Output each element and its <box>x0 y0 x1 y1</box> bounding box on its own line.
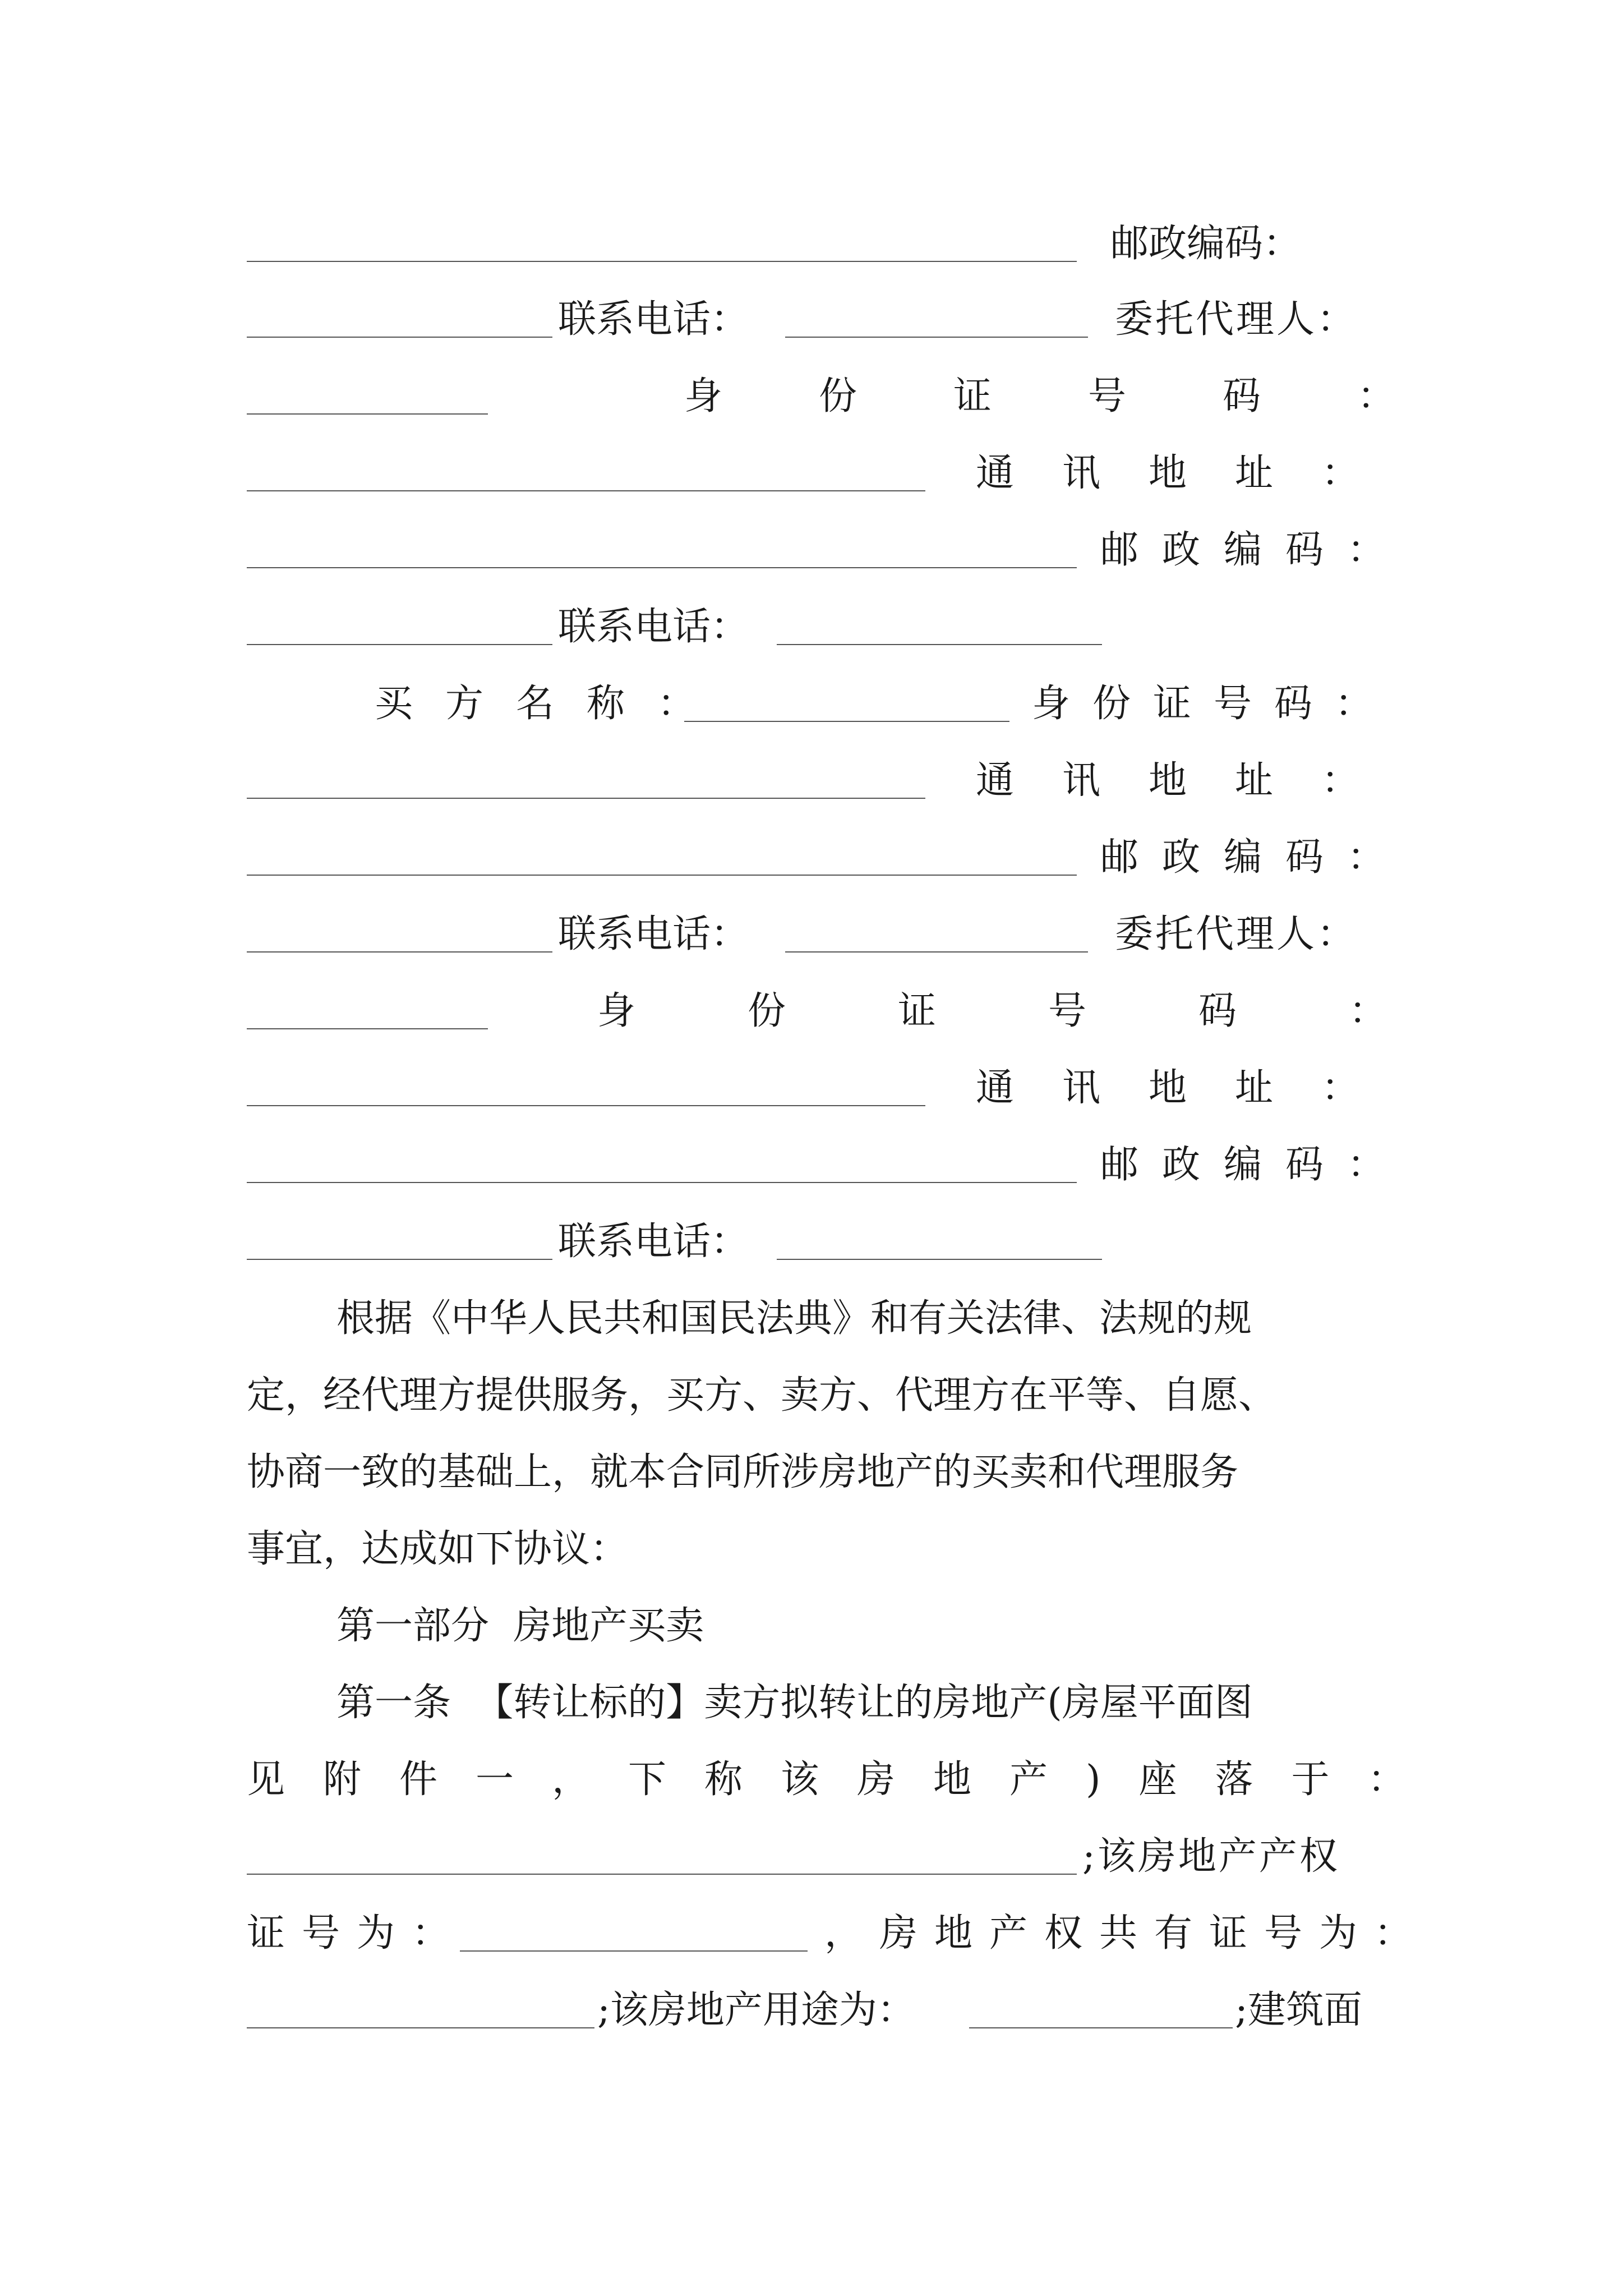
preamble-line-1 <box>247 1280 1382 1358</box>
buyer-name-label: 买方名称： <box>375 682 728 726</box>
blank-field[interactable] <box>247 567 1077 568</box>
article1-line-4 <box>247 1894 1430 1973</box>
preamble-line-4 <box>247 1510 1382 1589</box>
blank-field[interactable] <box>247 951 552 953</box>
buyer-agent-id-line <box>247 972 1500 1051</box>
buyer-address-line <box>247 742 1408 820</box>
seller-agent-id-line <box>247 357 1492 436</box>
blank-field[interactable] <box>247 490 925 491</box>
buyer-agent-label: 委托代理人： <box>1115 912 1358 956</box>
seller-phone-agent-line <box>247 280 1382 359</box>
article1-line-5 <box>247 1971 1382 2050</box>
buyer-agent-phone-label: 联系电话： <box>558 1220 749 1264</box>
buyer-id-label: 身份证号码： <box>1032 682 1396 726</box>
seller-agent-address-line <box>247 434 1408 513</box>
agent-postal-label: 邮政编码： <box>1100 528 1409 572</box>
buyer-agent-address-label: 通讯地址： <box>976 1066 1408 1110</box>
article1-text: 见附件一，下称该房地产)座落于： <box>247 1757 1444 1802</box>
agent-phone-label: 联系电话： <box>558 605 749 649</box>
blank-field[interactable] <box>247 261 1077 262</box>
blank-field[interactable] <box>247 875 1077 876</box>
blank-field[interactable] <box>247 1105 925 1106</box>
preamble-text: 协商一致的基础上，就本合同所涉房地产的买卖和代理服务 <box>247 1450 1239 1494</box>
buyer-phone-agent-line <box>247 895 1382 974</box>
buyer-agent-phone-line <box>247 1203 1382 1281</box>
blank-field[interactable] <box>785 337 1088 338</box>
buyer-agent-postal-label: 邮政编码： <box>1100 1143 1409 1187</box>
article1-line-2 <box>247 1741 1444 1819</box>
blank-field[interactable] <box>777 644 1102 645</box>
part-title-text: 第一部分 房地产买卖 <box>336 1604 704 1648</box>
seller-agent-postal-line <box>247 511 1409 590</box>
buyer-postal-line <box>247 818 1409 897</box>
phone-label: 联系电话： <box>558 297 749 342</box>
blank-field[interactable] <box>247 413 488 415</box>
seller-postal-line <box>247 205 1382 283</box>
buyer-address-label: 通讯地址： <box>976 758 1408 803</box>
buyer-agent-postal-line <box>247 1126 1409 1204</box>
agent-label: 委托代理人： <box>1115 297 1358 342</box>
blank-field[interactable] <box>247 1182 1077 1183</box>
article1-text: ;建筑面 <box>1235 1988 1362 2032</box>
blank-field[interactable] <box>684 721 1009 722</box>
blank-field[interactable] <box>460 1950 808 1952</box>
article1-text: 第一条 【转让标的】卖方拟转让的房地产(房屋平面图 <box>336 1681 1253 1725</box>
preamble-text: 事宜，达成如下协议： <box>247 1527 629 1571</box>
postal-code-label: 邮政编码： <box>1110 222 1302 266</box>
preamble-text: 根据《中华人民共和国民法典》和有关法律、法规的规 <box>336 1296 1252 1341</box>
blank-field[interactable] <box>777 1259 1102 1260</box>
agent-id-label: 身份证号码： <box>684 374 1492 418</box>
preamble-line-2 <box>247 1356 1382 1435</box>
seller-agent-phone-line <box>247 588 1382 666</box>
blank-field[interactable] <box>247 1259 552 1260</box>
blank-field[interactable] <box>247 337 552 338</box>
preamble-line-3 <box>247 1433 1382 1512</box>
blank-field[interactable] <box>969 2027 1233 2028</box>
preamble-text: 定，经代理方提供服务，买方、卖方、代理方在平等、自愿、 <box>247 1373 1277 1418</box>
article1-text: ;该房地产用途为： <box>597 1988 915 2032</box>
buyer-name-line <box>247 665 1396 743</box>
blank-field[interactable] <box>247 644 552 645</box>
article1-text: ;该房地产产权 <box>1082 1834 1340 1879</box>
article1-line-1 <box>247 1664 1382 1742</box>
blank-field[interactable] <box>247 1028 488 1029</box>
buyer-phone-label: 联系电话： <box>558 912 749 956</box>
blank-field[interactable] <box>247 798 925 799</box>
blank-field[interactable] <box>247 1874 1077 1875</box>
buyer-postal-label: 邮政编码： <box>1100 835 1409 880</box>
article1-line-3 <box>247 1818 1382 1896</box>
part-title <box>247 1587 1382 1665</box>
buyer-agent-id-label: 身份证号码： <box>597 989 1500 1033</box>
article1-text: 证号为： <box>247 1911 467 1955</box>
blank-field[interactable] <box>785 951 1088 953</box>
agent-address-label: 通讯地址： <box>976 451 1408 495</box>
article1-text: ，房地产权共有证号为： <box>824 1911 1430 1955</box>
buyer-agent-address-line <box>247 1049 1408 1128</box>
blank-field[interactable] <box>247 2027 594 2028</box>
